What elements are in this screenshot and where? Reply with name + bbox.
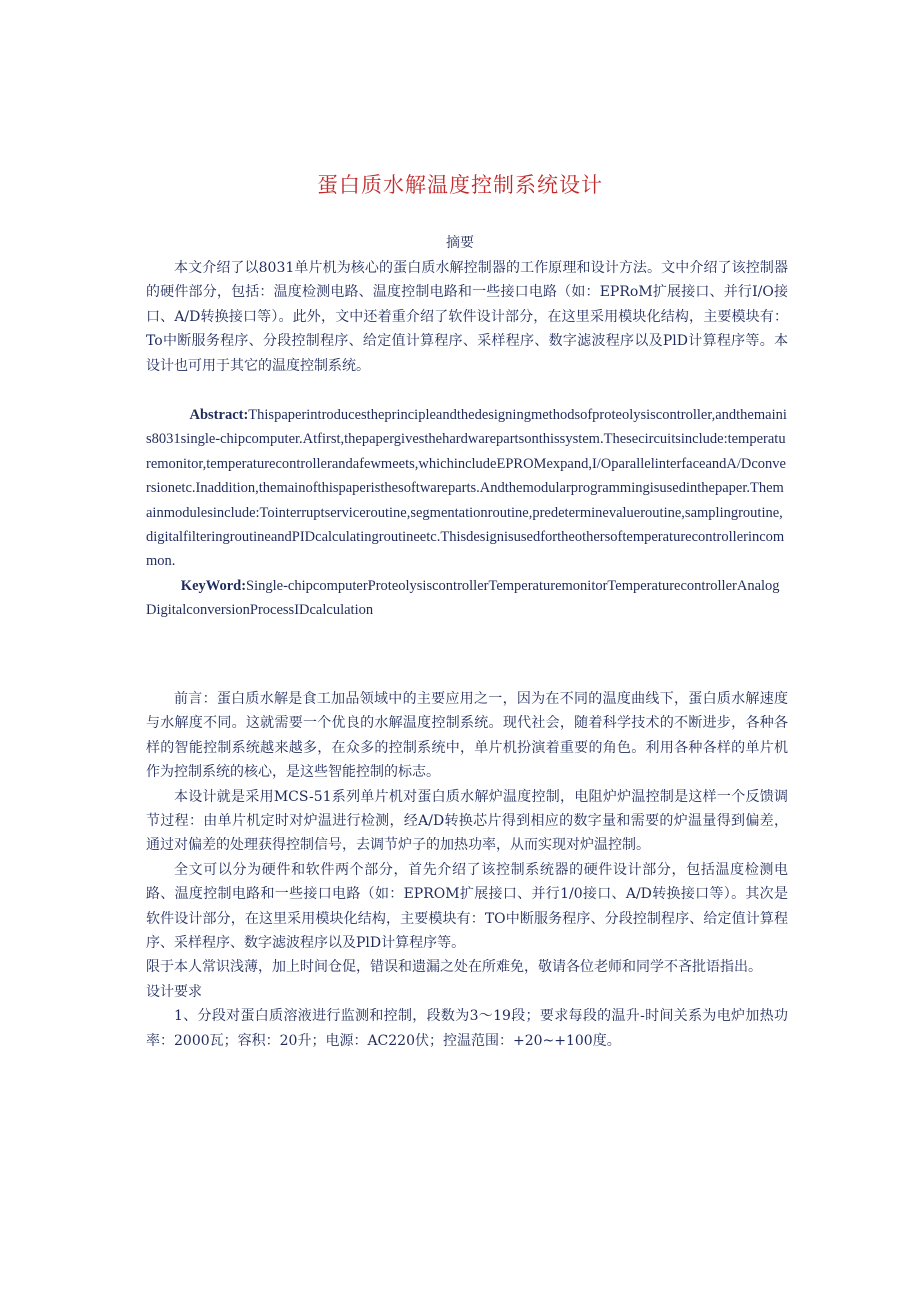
abstract-zh-section <box>146 256 788 378</box>
requirement-item-1: 1、分段对蛋白质溶液进行监测和控制，段数为3～19段；要求每段的温升-时间关系为电炉加热功率：2000瓦；容积：20升；电源：AC220伏；控温范围：+20~+100度。 <box>146 1008 788 1049</box>
abstract-en-section <box>146 403 788 623</box>
preface-paragraph-1: 前言：蛋白质水解是食工加品领域中的主要应用之一，因为在不同的温度曲线下，蛋白质水解速度与水解度不同。这就需要一个优良的水解温度控制系统。现代社会，随着科学技术的不断进步，各种各样的智能控制系统越来越多，在众多的控制系统中，单片机扮演着重要的角色。利用各种各样的单片机作为控制系统的核心，是这些智能控制的标志。 <box>146 691 788 781</box>
abstract-heading: 摘要 <box>446 235 474 251</box>
keywords-paragraph <box>146 574 788 623</box>
requirements-heading: 设计要求 <box>146 983 202 1000</box>
preface-paragraph-2: 本设计就是采用MCS-51系列单片机对蛋白质水解炉温度控制，电阻炉炉温控制是这样一个反馈调节过程：由单片机定时对炉温进行检测，经A/D转换芯片得到相应的数字量和需要的炉温量得到偏差，通过对偏差的处理获得控制信号，去调节炉子的加热功率，从而实现对炉温控制。 <box>146 788 788 854</box>
abstract-zh-paragraph: 本文介绍了以8031单片机为核心的蛋白质水解控制器的工作原理和设计方法。文中介绍了该控制器的硬件部分，包括：温度检测电路、温度控制电路和一些接口电路（如：EPRoM扩展接口、并行I/O接口、A/D转换接口等）。此外，文中还着重介绍了软件设计部分，在这里采用模块化结构，主要模块有：To中断服务程序、分段控制程序、给定值计算程序、采样程序、数字滤波程序以及PlD计算程序等。本设计也可用于其它的温度控制系统。 <box>146 260 788 374</box>
keywords-text: Single-chipcomputerProteolysiscontrollerTemperaturemonitorTemperaturecontrollerAnalogDigitalconversionProcessIDcalculation <box>146 577 780 619</box>
abstract-en-label: Abstract: <box>189 407 249 423</box>
keyword-label: KeyWord: <box>180 577 247 594</box>
preface-section <box>146 687 788 1053</box>
document-title: 蛋白质水解温度控制系统设计 <box>317 173 603 197</box>
abstract-en-paragraph <box>146 403 788 574</box>
abstract-en-text: Thispaperintroducestheprincipleandthedesigningmethodsofproteolysiscontroller,andthemainis8031single-chipcomputer.Atfirst,thepapergivesthehardwarepartsonthissystem.Thesecircuitsinclude:temperaturemonitor,temperaturecontrollerandafewmeets,whichincludeEPROMexpand,I/OparallelinterfaceandA/Dconversionetc.Inaddition,themainofthispaperisthesoftwareparts.Andthemodularprogrammingisusedinthepaper.Themainmodulesinclude:Tointerruptserviceroutine,segmentationroutine,predeterminevalueroutine,samplingroutine,digitalfilteringroutineandPIDcalculatingroutineetc.Thisdesignisusedfortheothersoftemperaturecontrollerincommon. <box>146 407 787 570</box>
preface-paragraph-3: 全文可以分为硬件和软件两个部分，首先介绍了该控制系统器的硬件设计部分，包括温度检测电路、温度控制电路和一些接口电路（如：EPROM扩展接口、并行1/0接口、A/D转换接口等）。其次是软件设计部分，在这里采用模块化结构，主要模块有：TO中断服务程序、分段控制程序、给定值计算程序、采样程序、数字滤波程序以及PlD计算程序等。 <box>146 861 788 952</box>
preface-paragraph-4: 限于本人常识浅薄，加上时间仓促，错误和遗漏之处在所难免，敬请各位老师和同学不吝批语指出。 <box>146 959 762 976</box>
